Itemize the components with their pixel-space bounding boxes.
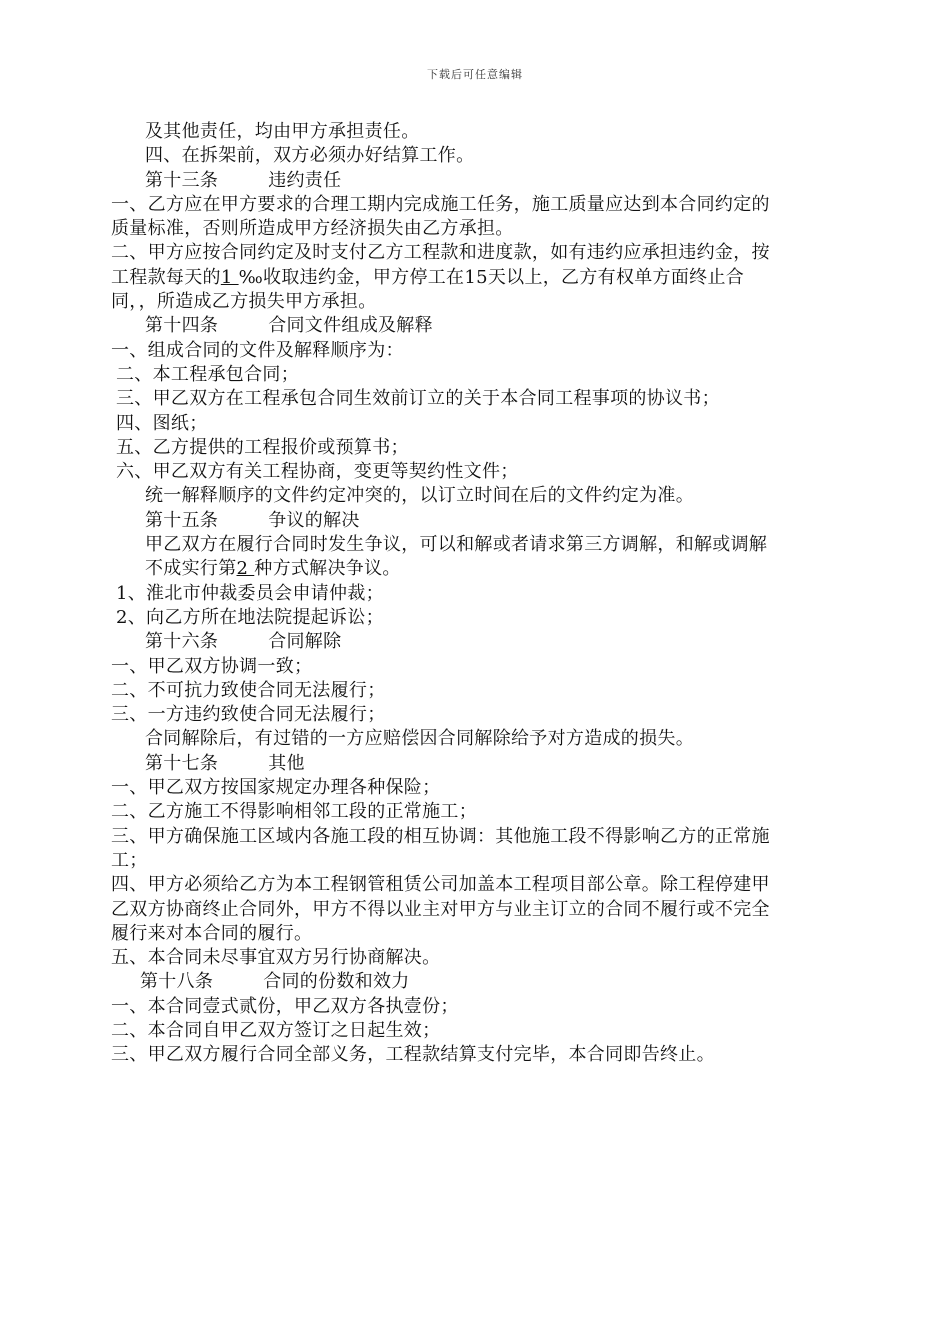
page-header: 下载后可任意编辑 [427, 68, 523, 81]
document-body [0, 120, 950, 1068]
paragraph: 二、本工程承包合同； [116, 363, 299, 385]
article-number: 第十六条 [145, 631, 219, 653]
article-title: 违约责任 [268, 169, 342, 191]
paragraph: 一、乙方应在甲方要求的合理工期内完成施工任务，施工质量应达到本合同约定的 [111, 193, 770, 215]
paragraph: 1、淮北市仲裁委员会申请仲裁； [116, 582, 384, 604]
paragraph [0, 557, 950, 581]
article-title: 其他 [268, 752, 305, 774]
paragraph: 一、组成合同的文件及解释顺序为： [111, 339, 404, 361]
article-heading-16 [0, 630, 950, 654]
article-heading-15 [0, 509, 950, 533]
paragraph [0, 266, 950, 290]
text-run: ‰收取违约金，甲方停工在15天以上，乙方有权单方面终止合 [238, 266, 745, 288]
paragraph: 二、乙方施工不得影响相邻工段的正常施工； [111, 801, 477, 823]
article-title: 合同文件组成及解释 [268, 315, 433, 337]
article-number: 第十三条 [145, 169, 219, 191]
paragraph: 一、甲乙双方按国家规定办理各种保险； [111, 777, 441, 799]
paragraph: 三、甲乙双方履行合同全部义务，工程款结算支付完毕，本合同即告终止。 [111, 1044, 715, 1066]
article-number: 第十五条 [145, 509, 219, 531]
article-heading-14 [0, 314, 950, 338]
paragraph: 四、在拆架前，双方必须办好结算工作。 [145, 145, 475, 167]
paragraph: 及其他责任，均由甲方承担责任。 [145, 121, 420, 142]
paragraph: 质量标准，否则所造成甲方经济损失由乙方承担。 [111, 218, 514, 240]
article-title: 合同的份数和效力 [263, 971, 410, 993]
paragraph: 五、本合同未尽事宜双方另行协商解决。 [111, 947, 441, 969]
article-number: 第十八条 [140, 971, 214, 993]
paragraph: 二、甲方应按合同约定及时支付乙方工程款和进度款，如有违约应承担违约金，按 [111, 242, 770, 264]
article-heading-13 [0, 169, 950, 193]
article-title: 合同解除 [268, 631, 342, 653]
underlined-value: 1 [220, 266, 239, 288]
article-heading-18 [0, 970, 950, 994]
article-title: 争议的解决 [268, 509, 360, 531]
paragraph: 二、不可抗力致使合同无法履行； [111, 679, 386, 701]
paragraph: 三、甲乙双方在工程承包合同生效前订立的关于本合同工程事项的协议书； [116, 388, 720, 410]
article-heading-17 [0, 752, 950, 776]
paragraph: 三、一方违约致使合同无法履行； [111, 704, 386, 726]
paragraph: 五、乙方提供的工程报价或预算书； [116, 436, 409, 458]
paragraph: 一、甲乙双方协调一致； [111, 655, 313, 677]
paragraph: 2、向乙方所在地法院提起诉讼； [116, 606, 384, 628]
paragraph: 合同解除后，有过错的一方应赔偿因合同解除给予对方造成的损失。 [145, 728, 694, 750]
paragraph: 甲乙双方在履行合同时发生争议，可以和解或者请求第三方调解，和解或调解 [145, 534, 768, 556]
text-run: 不成实行第 [145, 558, 237, 580]
paragraph: 统一解释顺序的文件约定冲突的，以订立时间在后的文件约定为准。 [145, 485, 694, 507]
article-number: 第十四条 [145, 315, 219, 337]
underlined-value: 2 [236, 558, 255, 580]
text-run: 工程款每天的 [111, 266, 221, 288]
paragraph: 三、甲方确保施工区域内各施工段的相互协调：其他施工段不得影响乙方的正常施 [111, 825, 770, 847]
paragraph: 履行来对本合同的履行。 [111, 922, 313, 944]
paragraph: 一、本合同壹式贰份，甲乙双方各执壹份； [111, 995, 459, 1017]
paragraph: 工； [111, 849, 148, 871]
paragraph: 乙双方协商终止合同外，甲方不得以业主对甲方与业主订立的合同不履行或不完全 [111, 898, 770, 920]
paragraph: 四、图纸； [116, 412, 208, 434]
paragraph: 四、甲方必须给乙方为本工程钢管租赁公司加盖本工程项目部公章。除工程停建甲 [111, 874, 770, 896]
paragraph: 六、甲乙双方有关工程协商，变更等契约性文件； [116, 461, 519, 483]
article-number: 第十七条 [145, 752, 219, 774]
paragraph: 同，，所造成乙方损失甲方承担。 [111, 291, 377, 313]
text-run: 种方式解决争议。 [254, 558, 401, 580]
paragraph: 二、本合同自甲乙双方签订之日起生效； [111, 1019, 441, 1041]
